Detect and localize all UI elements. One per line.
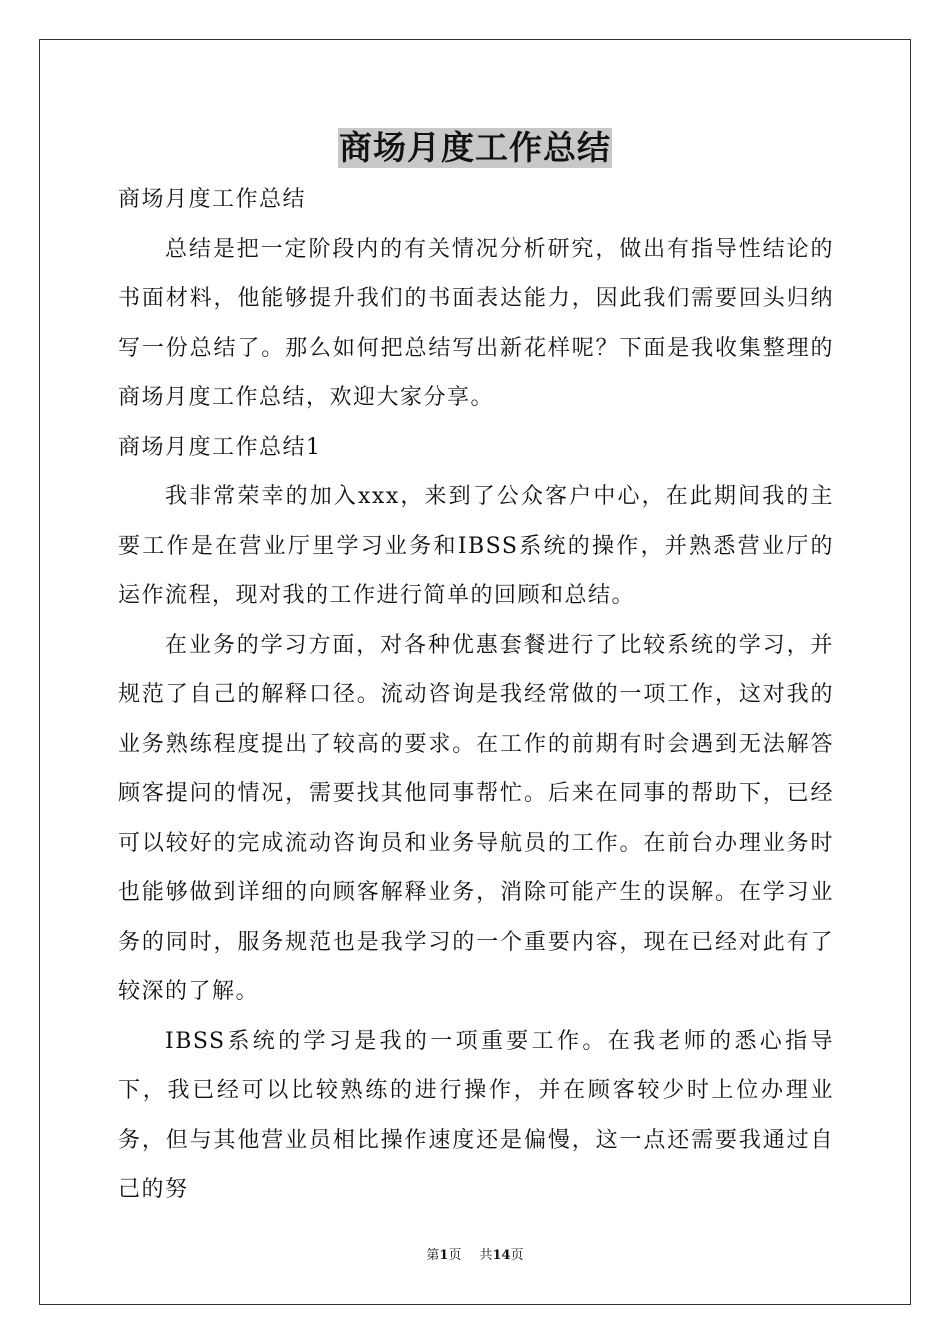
current-page-number: 1	[439, 1248, 449, 1263]
document-body	[118, 175, 834, 1215]
section-heading: 商场月度工作总结1	[118, 434, 322, 460]
body-paragraph: IBSS系统的学习是我的一项重要工作。在我老师的悉心指导下，我已经可以比较熟练的进行操作，并在顾客较少时上位办理业务，但与其他营业员相比操作速度还是偏慢，这一点还需要我通过自己的努	[118, 1028, 834, 1202]
subtitle-paragraph: 商场月度工作总结	[118, 187, 307, 212]
page-suffix: 页	[448, 1248, 462, 1263]
page-footer	[0, 1246, 950, 1266]
body-paragraph: 在业务的学习方面，对各种优惠套餐进行了比较系统的学习，并规范了自己的解释口径。流动咨询是我经常做的一项工作，这对我的业务熟练程度提出了较高的要求。在工作的前期有时会遇到无法解答顾客提问的情况，需要找其他同事帮忙。后来在同事的帮助下，已经可以较好的完成流动咨询员和业务导航员的工作。在前台办理业务时也能够做到详细的向顾客解释业务，消除可能产生的误解。在学习业务的同时，服务规范也是我学习的一个重要内容，现在已经对此有了较深的了解。	[118, 632, 834, 1004]
total-suffix: 页	[510, 1248, 524, 1263]
body-paragraph: 我非常荣幸的加入xxx，来到了公众客户中心，在此期间我的主要工作是在营业厅里学习业务和IBSS系统的操作，并熟悉营业厅的运作流程，现对我的工作进行简单的回顾和总结。	[118, 484, 834, 608]
title-container	[0, 128, 950, 168]
document-title: 商场月度工作总结	[339, 128, 611, 167]
total-prefix: 共	[479, 1248, 493, 1263]
intro-paragraph: 总结是把一定阶段内的有关情况分析研究，做出有指导性结论的书面材料，他能够提升我们的书面表达能力，因此我们需要回头归纳写一份总结了。那么如何把总结写出新花样呢？下面是我收集整理的商场月度工作总结，欢迎大家分享。	[118, 236, 834, 410]
total-pages-number: 14	[492, 1248, 511, 1263]
page-prefix: 第	[426, 1248, 440, 1263]
